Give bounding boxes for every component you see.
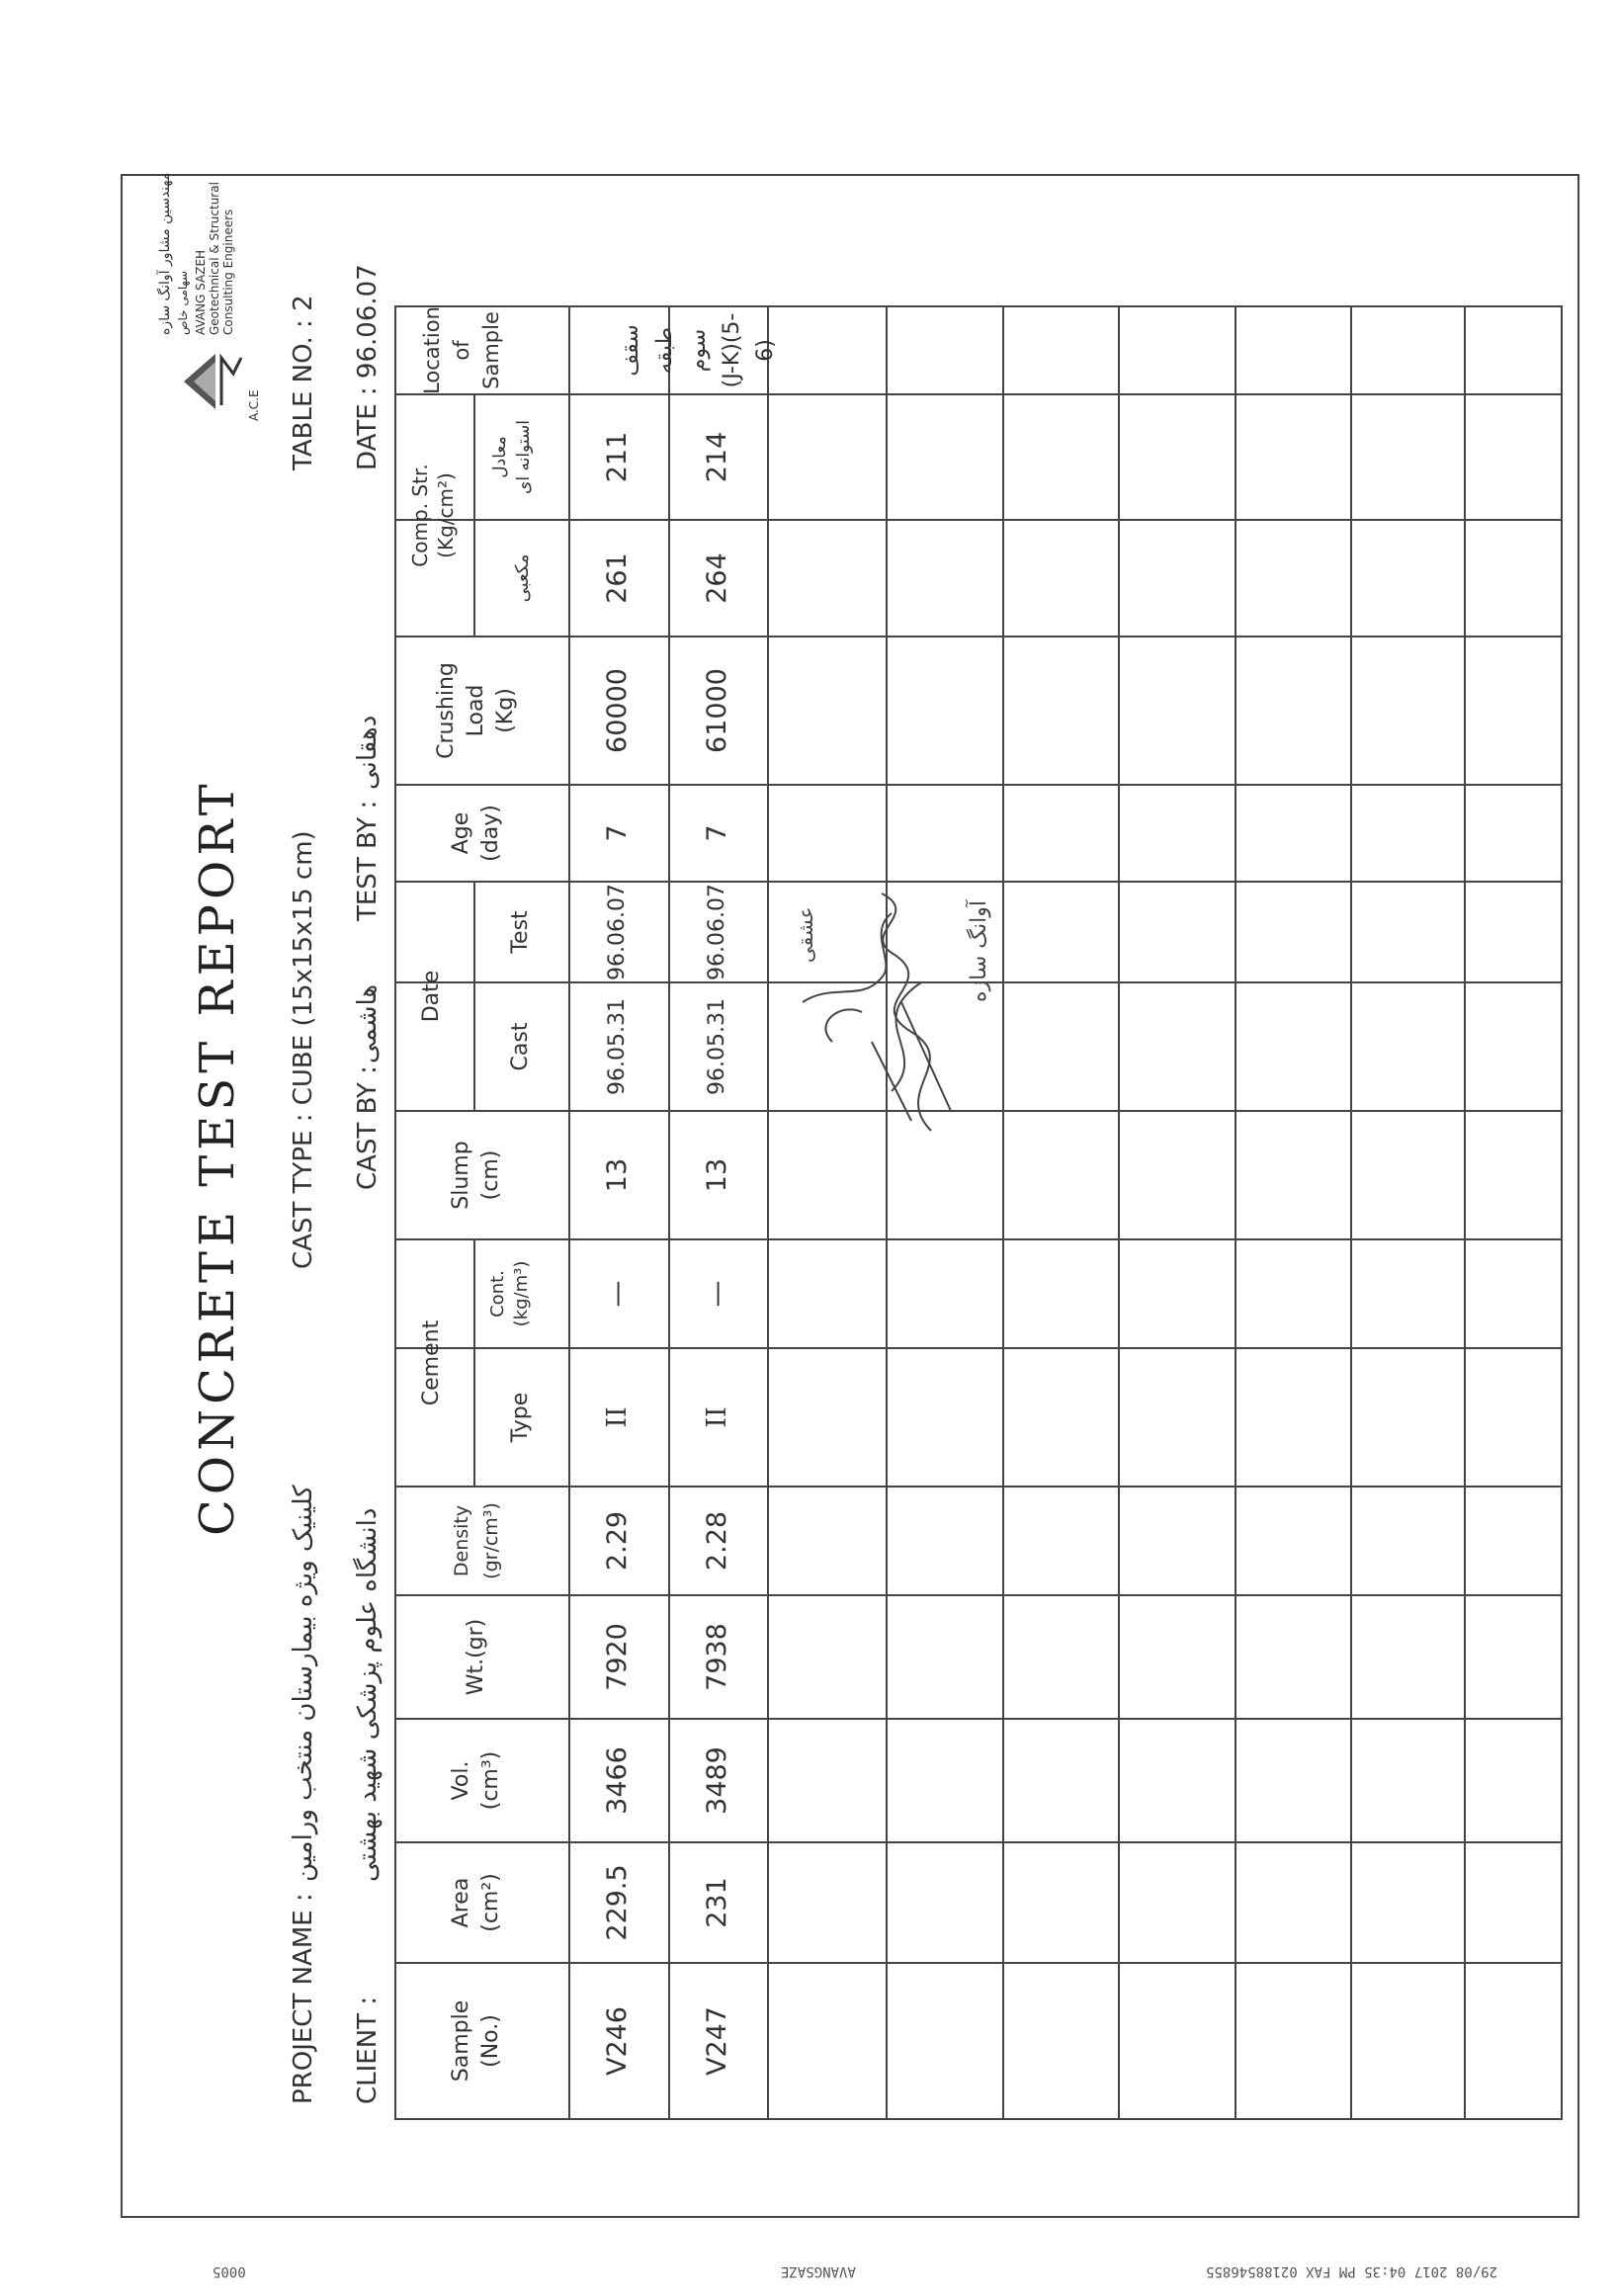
col-slump: Slump (cm) <box>449 1141 503 1210</box>
cast-type: CAST TYPE : CUBE (15x15x15 cm) <box>289 830 318 1269</box>
cell-cement-type: II <box>602 1406 633 1428</box>
cast-by-label: CAST BY : <box>353 1065 383 1190</box>
client-value: دانشگاه علوم پزشکی شهید بهشتی <box>353 1507 383 1882</box>
company-fa-sub: سهامی خاص <box>176 270 190 335</box>
cell-test-date: 96.06.07 <box>705 884 729 980</box>
results-table-grid <box>121 174 1579 2218</box>
col-cement-type: Type <box>508 1392 533 1443</box>
col-location: Location of Sample <box>420 306 503 394</box>
cell-cast-date: 96.05.31 <box>705 998 729 1095</box>
col-age: Age (day) <box>449 805 503 862</box>
stamp-company: آوانگ سازه <box>967 900 991 1002</box>
cell-load: 60000 <box>602 668 633 753</box>
test-by-value: دهقانی <box>353 715 383 790</box>
logo-abbr: A.C.E <box>247 389 261 421</box>
fax-page-number: 0005 <box>213 2263 246 2279</box>
col-comp-str: Comp. Str. (Kg/cm²) <box>408 464 458 567</box>
col-area: Area (cm²) <box>449 1873 503 1932</box>
project-name-value: کلینیک ویژه بیمارستان منتخب ورامین <box>289 1485 318 1882</box>
cell-cube-str: 261 <box>602 553 633 604</box>
col-sample: Sample (No.) <box>449 1999 503 2083</box>
cell-sample: V247 <box>702 2006 732 2077</box>
cell-weight: 7920 <box>602 1623 633 1691</box>
col-comp-cube: مکعبی <box>512 553 533 603</box>
cell-slump: 13 <box>602 1157 633 1193</box>
cast-by-value: هاشمی <box>353 983 383 1063</box>
col-crushing-load: Crushing Load (Kg) <box>434 662 518 759</box>
cell-cyl-str: 211 <box>602 431 633 483</box>
col-vol: Vol. (cm³) <box>449 1750 503 1811</box>
cell-cast-date: 96.05.31 <box>605 998 630 1095</box>
col-cement: Cement <box>419 1319 444 1406</box>
cell-age: 7 <box>602 824 633 842</box>
cell-cube-str: 264 <box>702 553 732 604</box>
cell-vol: 3466 <box>602 1746 633 1815</box>
cell-area: 231 <box>702 1877 732 1928</box>
project-name-label: PROJECT NAME : <box>289 1893 318 2104</box>
fax-header-line: 29/08 2017 04:35 PM FAX 02188546855 <box>1206 2263 1498 2279</box>
col-date-cast: Cast <box>508 1022 533 1071</box>
col-weight: Wt.(gr) <box>464 1618 488 1696</box>
cell-cyl-str: 214 <box>702 431 732 483</box>
cell-weight: 7938 <box>702 1623 732 1691</box>
stamp-name: عشقی <box>794 906 817 963</box>
test-by-label: TEST BY : <box>353 800 383 921</box>
signature-stamp <box>773 854 1010 1150</box>
company-en-line2: Geotechnical & Structural <box>208 182 221 335</box>
cell-slump: 13 <box>702 1157 732 1193</box>
cell-load: 61000 <box>702 668 732 753</box>
report-date: DATE : 96.06.07 <box>353 264 383 470</box>
col-date: Date <box>419 970 444 1023</box>
cell-cement-type: II <box>702 1406 732 1428</box>
col-density: Density (gr/cm³) <box>451 1502 502 1579</box>
cell-location: سقف طبقه سوم (J-K)(5-6) <box>619 312 778 388</box>
cell-test-date: 96.06.07 <box>605 884 630 980</box>
company-en-name: AVANG SAZEH <box>194 249 208 335</box>
cell-density: 2.28 <box>702 1510 732 1572</box>
col-cement-cont: Cont. (kg/m³) <box>487 1260 532 1327</box>
cell-age: 7 <box>702 824 732 842</box>
report-sheet <box>121 174 1579 2218</box>
fax-sender: AVANGSAZE <box>781 2263 856 2279</box>
company-fa-name: مهندسین مشاور آوانگ سازه <box>157 172 173 335</box>
cell-cement-cont: — <box>602 1280 633 1308</box>
cell-vol: 3489 <box>702 1746 732 1815</box>
cell-sample: V246 <box>602 2006 633 2077</box>
cell-cement-cont: — <box>702 1280 732 1308</box>
client-label: CLIENT : <box>353 1996 383 2104</box>
report-title: CONCRETE TEST REPORT <box>190 779 245 1536</box>
col-date-test: Test <box>508 910 533 954</box>
col-comp-cyl: معادل استوانه ای <box>490 420 534 494</box>
cell-area: 229.5 <box>602 1864 633 1941</box>
table-number: TABLE NO. : 2 <box>289 295 318 470</box>
cell-density: 2.29 <box>602 1510 633 1572</box>
company-en-line3: Consulting Engineers <box>221 209 235 335</box>
